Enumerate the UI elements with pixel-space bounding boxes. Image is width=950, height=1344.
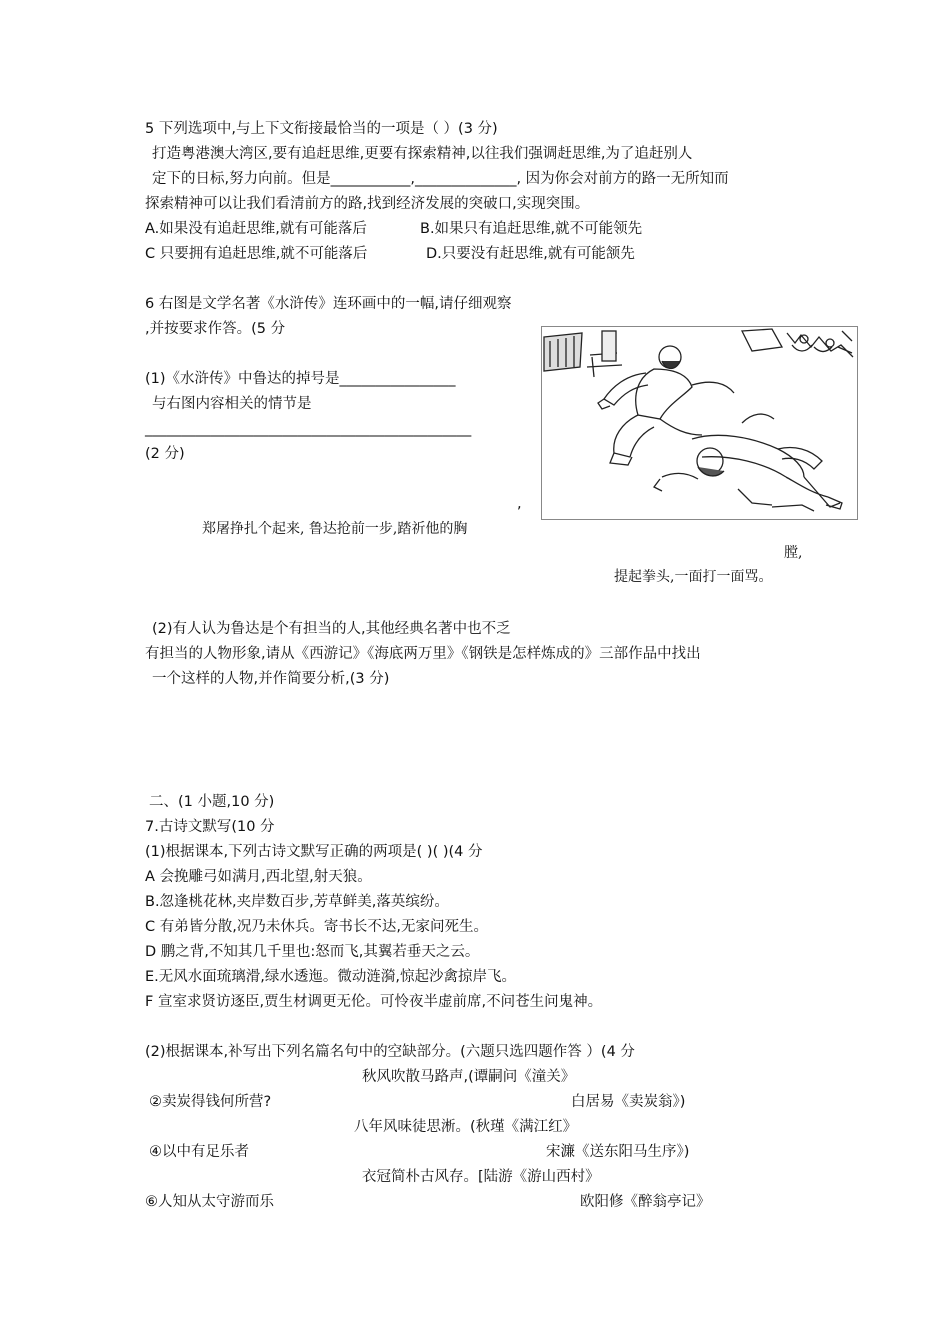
comic-caption-line3: 提起拳头,一面打一面骂。	[614, 569, 773, 585]
q7-option-e: E.无风水面琉璃滑,绿水透迤。微动涟漪,惊起沙禽掠岸飞。	[145, 969, 516, 985]
q7-option-a: A 会挽雕弓如满月,西北望,射天狼。	[145, 869, 372, 885]
q5-option-a: A.如果没有追赶思维,就有可能落后	[145, 221, 367, 237]
q5-passage-line1: 打造粤港澳大湾区,要有追赶思维,更要有探索精神,以往我们强调赶思维,为了追赶别人	[152, 146, 693, 162]
fill-line-6: ⑥人知从太守游而乐	[145, 1194, 274, 1210]
q6-part2-line3: 一个这样的人物,并作简要分析,(3 分)	[152, 671, 390, 687]
fill-line-4-source: 宋濂《送东阳马生序》)	[546, 1144, 690, 1160]
q6-part1-answer-line: _____________________________________________	[145, 421, 472, 437]
q6-part2-line1: (2)有人认为鲁达是个有担当的人,其他经典名著中也不乏	[152, 621, 511, 637]
q7-option-f: F 宣室求贤访逐臣,贾生材调更无伦。可怜夜半虚前席,不问苍生问鬼神。	[145, 994, 603, 1010]
q6-stem-line1: 6 右图是文学名著《水浒传》连环画中的一幅,请仔细观察	[145, 296, 512, 312]
fill-line-2: ②卖炭得钱何所营?	[149, 1094, 272, 1110]
q7-title: 7.古诗文默写(10 分	[145, 819, 275, 835]
q7-option-d: D 鹏之背,不知其几千里也:怒而飞,其翼若垂天之云。	[145, 944, 480, 960]
fill-line-4: ④以中有足乐者	[149, 1144, 249, 1160]
fill-line-1: 秋风吹散马路声,(谭嗣问《潼关》	[362, 1069, 576, 1085]
q6-part1-score: (2 分)	[145, 446, 185, 462]
q5-passage-line3: 探索精神可以让我们看清前方的路,找到经济发展的突破口,实现突围。	[145, 196, 590, 212]
section2-title: 二、(1 小题,10 分)	[149, 794, 275, 810]
fill-line-5: 衣冠简朴古风存。[陆游《游山西村》	[362, 1169, 600, 1185]
fill-line-3: 八年风味徒思淅。(秋瑾《满江红》	[354, 1119, 578, 1135]
q5-passage-line2: 定下的日标,努力向前。但是___________,______________, 因为你会对前方的路一无所知而	[152, 171, 729, 187]
q6-part1-plot: 与右图内容相关的情节是	[152, 396, 312, 412]
q5-option-c: C 只要拥有追赶思维,就不可能落后	[145, 246, 368, 262]
comic-illustration	[541, 326, 858, 520]
fill-line-2-source: 白居易《卖炭翁》)	[571, 1094, 686, 1110]
comic-caption-line2: 膛,	[784, 545, 803, 561]
q5-option-b: B.如果只有追赶思维,就不可能领先	[420, 221, 643, 237]
q5-stem: 5 下列选项中,与上下文衔接最恰当的一项是（ ）(3 分)	[145, 121, 498, 137]
q6-part2-line2: 有担当的人物形象,请从《西游记》《海底两万里》《钢铁是怎样炼成的》三部作品中找出	[145, 646, 701, 662]
q7-part1-stem: (1)根据课本,下列古诗文默写正确的两项是( )( )(4 分	[145, 844, 483, 860]
fill-line-6-source: 欧阳修《醉翁亭记》	[580, 1194, 711, 1210]
q6-comma: ,	[517, 496, 522, 512]
q7-option-b: B.忽逢桃花林,夹岸数百步,芳草鲜美,落英缤纷。	[145, 894, 449, 910]
comic-illustration-drawing	[542, 327, 857, 519]
comic-caption-line1: 郑屠挣扎个起来, 鲁达抢前一步,踏祈他的胸	[202, 521, 468, 537]
q6-part1-nickname: (1)《水浒传》中鲁达的掉号是________________	[145, 371, 456, 387]
q5-option-d: D.只要没有赶思维,就有可能颔先	[426, 246, 635, 262]
q6-stem-line2: ,并按要求作答。(5 分	[145, 321, 286, 337]
q7-option-c: C 有弟皆分散,况乃未休兵。寄书长不达,无家问死生。	[145, 919, 488, 935]
q7-part2-stem: (2)根据课本,补写出下列名篇名句中的空缺部分。(六题只选四题作答 ）(4 分	[145, 1044, 635, 1060]
